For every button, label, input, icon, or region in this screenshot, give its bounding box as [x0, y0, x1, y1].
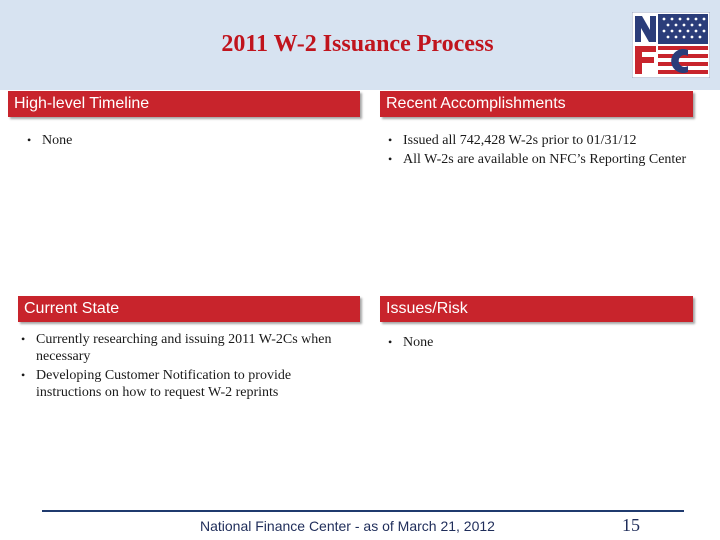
- bullet-icon: •: [388, 335, 393, 349]
- bullet-icon: •: [27, 133, 32, 147]
- bullet-icon: •: [21, 332, 26, 346]
- timeline-bullet-list: [25, 132, 345, 151]
- section-header-timeline: High-level Timeline: [8, 91, 360, 117]
- bullet-text: Issued all 742,428 W-2s prior to 01/31/12: [403, 133, 637, 148]
- page-number: 15: [622, 515, 640, 535]
- section-header-current-state: Current State: [18, 296, 360, 322]
- list-item: [19, 331, 349, 365]
- bullet-text: None: [403, 335, 434, 350]
- list-item: [386, 132, 692, 149]
- footer-divider: [42, 510, 684, 512]
- bullet-text: All W-2s are available on NFC’s Reporting Center: [403, 152, 687, 167]
- section-header-accomplishments: Recent Accomplishments: [380, 91, 693, 117]
- bullet-icon: •: [388, 152, 393, 166]
- nfc-logo: [632, 12, 710, 78]
- accomplishments-bullet-list: [386, 132, 692, 170]
- bullet-text: Developing Customer Notification to provide instructions on how to request W-2 reprints: [36, 368, 292, 400]
- issues-bullet-list: [386, 334, 686, 353]
- bullet-text: Currently researching and issuing 2011 W-2Cs when necessary: [36, 332, 332, 364]
- slide-title: 2011 W-2 Issuance Process: [221, 31, 494, 57]
- bullet-icon: •: [21, 368, 26, 382]
- section-header-issues-risk: Issues/Risk: [380, 296, 693, 322]
- list-item: [386, 151, 692, 168]
- list-item: [19, 367, 349, 401]
- list-item: [25, 132, 345, 149]
- list-item: [386, 334, 686, 351]
- current-state-bullet-list: [19, 331, 349, 403]
- footer-text: National Finance Center - as of March 21, 2012: [200, 518, 495, 534]
- bullet-icon: •: [388, 133, 393, 147]
- bullet-text: None: [42, 133, 73, 148]
